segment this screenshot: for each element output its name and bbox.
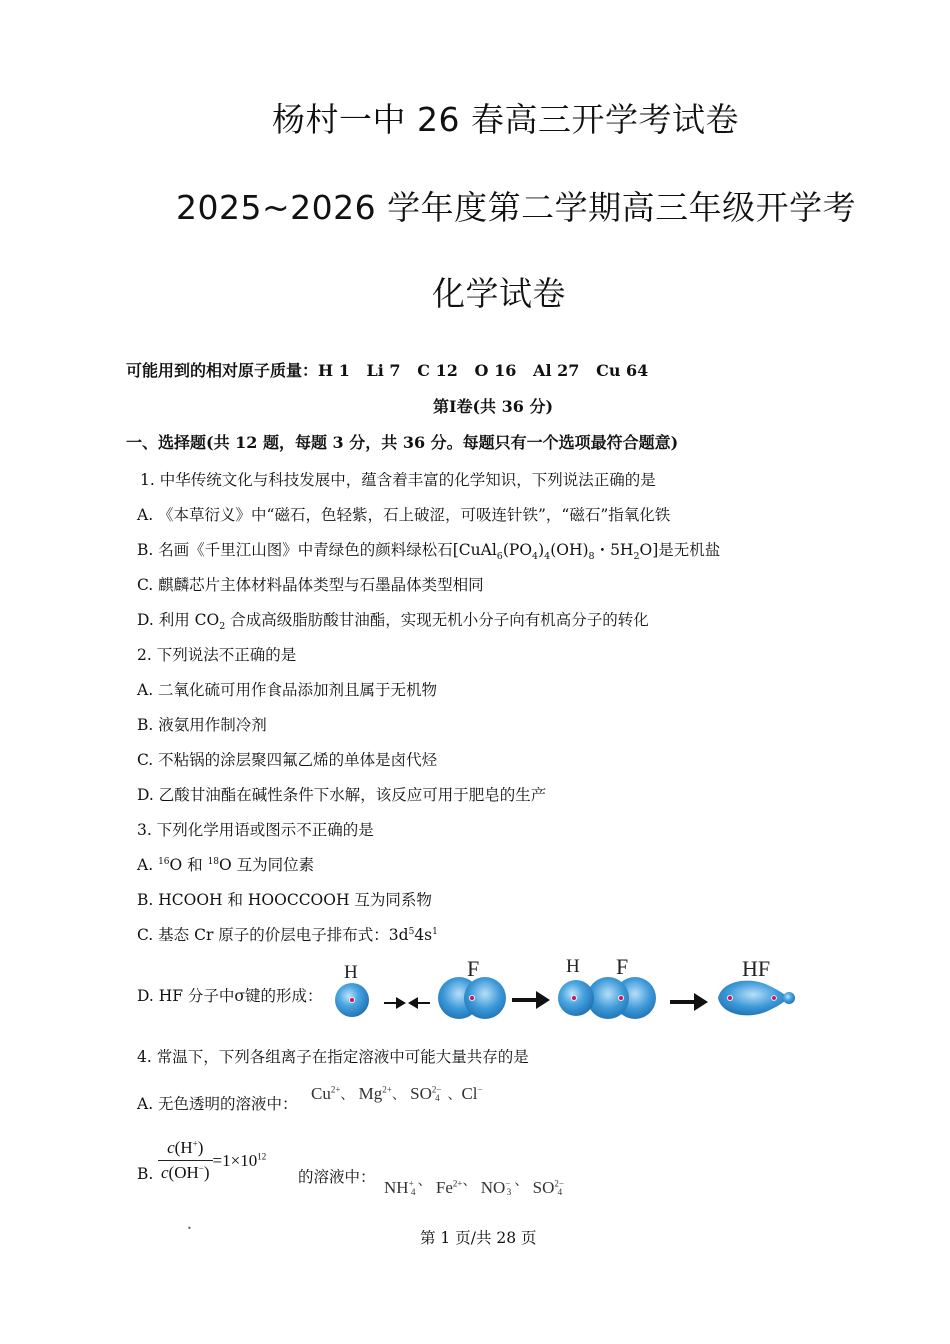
arrow-right-1 — [384, 997, 406, 1009]
hf-h-small-lobe — [783, 992, 795, 1004]
f-nucleus — [469, 995, 474, 1000]
f-label-1: F — [467, 956, 480, 981]
q2-option-d: D. 乙酸甘油酯在碱性条件下水解，该反应可用于肥皂的生产 — [137, 786, 547, 804]
hf-sigma-bond-figure — [320, 952, 800, 1024]
q3-option-d: D. HF 分子中σ键的形成： — [137, 987, 323, 1005]
q4-option-b-tail: 的溶液中： — [298, 1168, 376, 1186]
q1-stem: 1. 中华传统文化与科技发展中，蕴含着丰富的化学知识，下列说法正确的是 — [140, 471, 656, 489]
overlap-f-nucleus — [618, 995, 623, 1000]
q3-option-b: B. HCOOH 和 HOOCCOOH 互为同系物 — [137, 891, 432, 909]
q4-option-a: A. 无色透明的溶液中： — [137, 1095, 298, 1113]
q3-option-c: C. 基态 Cr 原子的价层电子排布式：$3d^54s^1$ — [137, 926, 438, 944]
q4-option-b-label: B. — [137, 1165, 154, 1183]
section-title: 第Ⅰ卷(共 36 分) — [433, 397, 554, 416]
hf-h-nucleus — [772, 996, 777, 1001]
arrow-right-2 — [512, 991, 550, 1009]
arrow-left-1 — [408, 997, 430, 1009]
title-line-3: 化学试卷 — [432, 274, 566, 313]
hf-f-nucleus — [727, 995, 732, 1000]
q4-option-b-fraction: $\frac{c(H^+)}{c(OH^-)}$ $=1\times 10^{12}$ — [158, 1138, 266, 1183]
f-label-2: F — [616, 954, 629, 979]
page-number: 第 1 页/共 28 页 — [420, 1229, 537, 1247]
q1-option-a: A. 《本草衍义》中“磁石，色轻紫，石上破涩，可吸连针铁”，“磁石”指氧化铁 — [137, 506, 671, 524]
h-nucleus — [349, 997, 354, 1002]
q2-option-a: A. 二氧化硫可用作食品添加剂且属于无机物 — [137, 681, 438, 699]
q4-stem: 4. 常温下，下列各组离子在指定溶液中可能大量共存的是 — [137, 1048, 529, 1066]
hf-label: HF — [742, 956, 771, 981]
atomic-mass-line: 可能用到的相对原子质量：H 1 Li 7 C 12 O 16 Al 27 Cu 64 — [126, 361, 649, 380]
q1-option-c: C. 麒麟芯片主体材料晶体类型与石墨晶体类型相同 — [137, 576, 484, 594]
q3-option-a: A. $^{16}$O 和 $^{18}$O 互为同位素 — [137, 856, 315, 874]
title-line-2: 2025~2026 学年度第二学期高三年级开学考 — [176, 188, 857, 227]
q2-option-b: B. 液氨用作制冷剂 — [137, 716, 267, 734]
q3-stem: 3. 下列化学用语或图示不正确的是 — [137, 821, 374, 839]
q4-option-a-ions: $Cu^{2+}$、 $Mg^{2+}$、 $SO^{2-}$ 4 、Cl− — [311, 1084, 483, 1103]
q1-option-b: B. 名画《千里江山图》中青绿色的颜料绿松石[$CuAl_6(PO_4)_4(OH)_8$・$5H_2O$]是无机盐 — [137, 541, 721, 563]
q2-option-c: C. 不粘锅的涂层聚四氟乙烯的单体是卤代烃 — [137, 751, 438, 769]
q1-option-d: D. 利用 $CO_2$ 合成高级脂肪酸甘油酯，实现无机小分子向有机高分子的转化 — [137, 611, 649, 633]
overlap-h-nucleus — [571, 995, 576, 1000]
footer-dot: • — [187, 1224, 192, 1233]
part-heading: 一、选择题(共 12 题，每题 3 分，共 36 分。每题只有一个选项最符合题意) — [126, 433, 679, 452]
arrow-right-3 — [670, 993, 708, 1011]
title-line-1: 杨村一中 26 春高三开学考试卷 — [272, 100, 739, 139]
q2-stem: 2. 下列说法不正确的是 — [137, 646, 297, 664]
q4-option-b-ions: NH+ 4 、 $Fe^{2+、}$ NO− 3 、 $SO^{2-}$ 4 — [384, 1174, 564, 1197]
h-label-2: H — [566, 956, 580, 977]
h-label-1: H — [344, 962, 358, 983]
